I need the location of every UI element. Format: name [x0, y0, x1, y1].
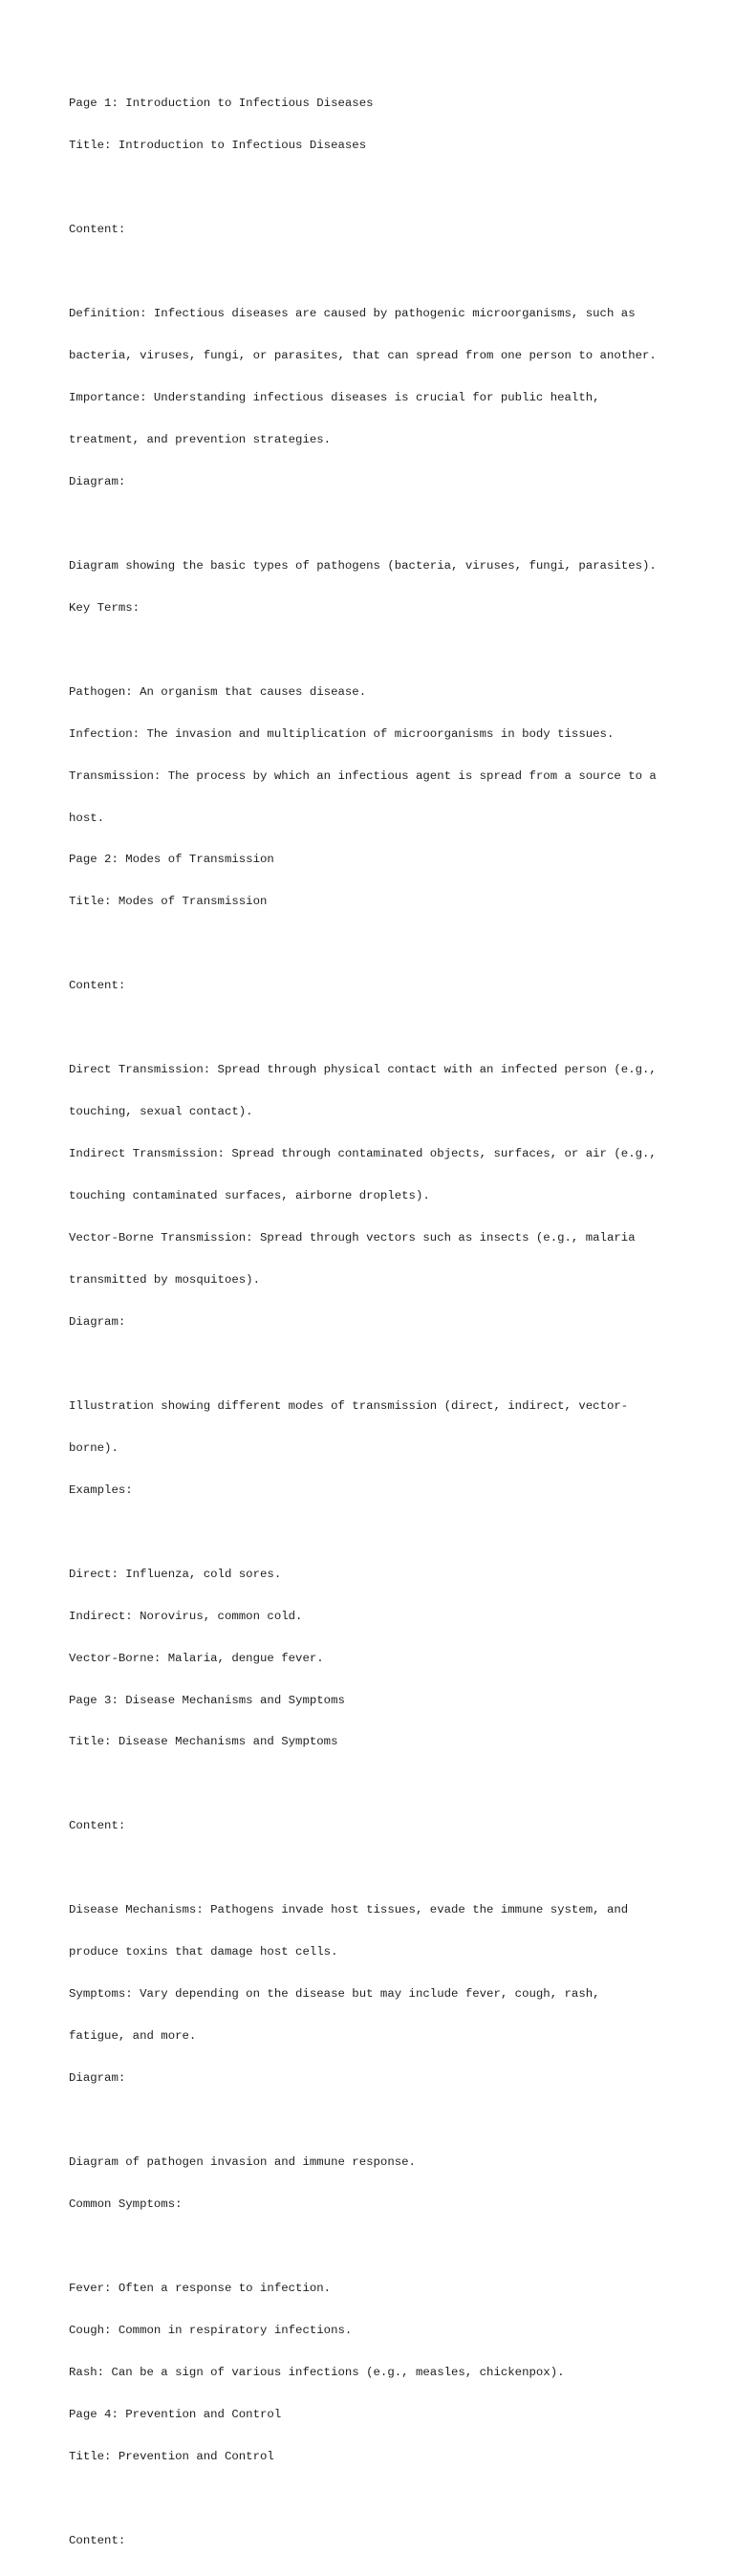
blank-line [69, 643, 680, 658]
blank-line [69, 1777, 680, 1791]
page-3-heading: Page 3: Disease Mechanisms and Symptoms [69, 1693, 345, 1707]
blank-line [69, 2492, 680, 2506]
page-3-title: Title: Disease Mechanisms and Symptoms [69, 1735, 338, 1749]
blank-line [69, 265, 680, 279]
key-terms-label: Key Terms: [69, 600, 140, 615]
diagram-description: Diagram showing the basic types of pathogens (bacteria, viruses, fungi, parasites). [69, 558, 657, 573]
importance-text: Importance: Understanding infectious diseases is crucial for public health, [69, 390, 600, 404]
blank-line [69, 937, 680, 951]
examples-label: Examples: [69, 1483, 133, 1497]
content-label: Content: [69, 1819, 126, 1833]
blank-line [69, 2113, 680, 2128]
vector-borne-transmission-text: Vector-Borne Transmission: Spread through vectors such as insects (e.g., malaria [69, 1231, 636, 1245]
page-1-title: Title: Introduction to Infectious Diseases [69, 139, 367, 153]
diagram-label: Diagram: [69, 2071, 126, 2086]
symptom-fever: Fever: Often a response to infection. [69, 2281, 332, 2295]
blank-line [69, 1021, 680, 1035]
indirect-transmission-text: touching contaminated surfaces, airborne droplets). [69, 1189, 430, 1203]
blank-line [69, 1357, 680, 1372]
symptom-rash: Rash: Can be a sign of various infections (e.g., measles, chickenpox). [69, 2365, 565, 2379]
symptom-cough: Cough: Common in respiratory infections. [69, 2323, 353, 2337]
diagram-label: Diagram: [69, 474, 126, 488]
blank-line [69, 181, 680, 195]
symptoms-text: Symptoms: Vary depending on the disease but may include fever, cough, rash, [69, 1987, 600, 2002]
page-2-title: Title: Modes of Transmission [69, 895, 268, 909]
example-indirect: Indirect: Norovirus, common cold. [69, 1609, 303, 1623]
page-4-heading: Page 4: Prevention and Control [69, 2407, 282, 2421]
definition-text: Definition: Infectious diseases are caused by pathogenic microorganisms, such as [69, 307, 636, 321]
blank-line [69, 1526, 680, 1540]
importance-text: treatment, and prevention strategies. [69, 432, 332, 446]
illustration-description: borne). [69, 1440, 119, 1455]
term-pathogen: Pathogen: An organism that causes disease. [69, 684, 367, 699]
page-2-heading: Page 2: Modes of Transmission [69, 853, 274, 867]
direct-transmission-text: Direct Transmission: Spread through physical contact with an infected person (e.g., [69, 1063, 657, 1077]
symptoms-text: fatigue, and more. [69, 2029, 197, 2044]
content-label: Content: [69, 979, 126, 993]
term-transmission: host. [69, 811, 105, 825]
content-label: Content: [69, 223, 126, 237]
vector-borne-transmission-text: transmitted by mosquitoes). [69, 1273, 261, 1287]
disease-mechanisms-text: Disease Mechanisms: Pathogens invade host tissues, evade the immune system, and [69, 1903, 629, 1917]
document-body [69, 69, 680, 2576]
content-label: Content: [69, 2533, 126, 2547]
page-4-title: Title: Prevention and Control [69, 2449, 274, 2463]
example-vector-borne: Vector-Borne: Malaria, dengue fever. [69, 1651, 324, 1665]
direct-transmission-text: touching, sexual contact). [69, 1105, 253, 1119]
common-symptoms-label: Common Symptoms: [69, 2197, 183, 2211]
page-1-heading: Page 1: Introduction to Infectious Diseases [69, 97, 374, 111]
illustration-description: Illustration showing different modes of transmission (direct, indirect, vector- [69, 1398, 629, 1413]
definition-text: bacteria, viruses, fungi, or parasites, that can spread from one person to another. [69, 349, 657, 363]
diagram-label: Diagram: [69, 1314, 126, 1329]
disease-mechanisms-text: produce toxins that damage host cells. [69, 1945, 338, 1959]
blank-line [69, 517, 680, 531]
blank-line [69, 2240, 680, 2254]
indirect-transmission-text: Indirect Transmission: Spread through contaminated objects, surfaces, or air (e.g., [69, 1147, 657, 1161]
term-infection: Infection: The invasion and multiplication of microorganisms in body tissues. [69, 726, 615, 741]
blank-line [69, 1861, 680, 1875]
diagram-description: Diagram of pathogen invasion and immune response. [69, 2155, 416, 2170]
term-transmission: Transmission: The process by which an infectious agent is spread from a source to a [69, 768, 657, 783]
example-direct: Direct: Influenza, cold sores. [69, 1567, 282, 1581]
